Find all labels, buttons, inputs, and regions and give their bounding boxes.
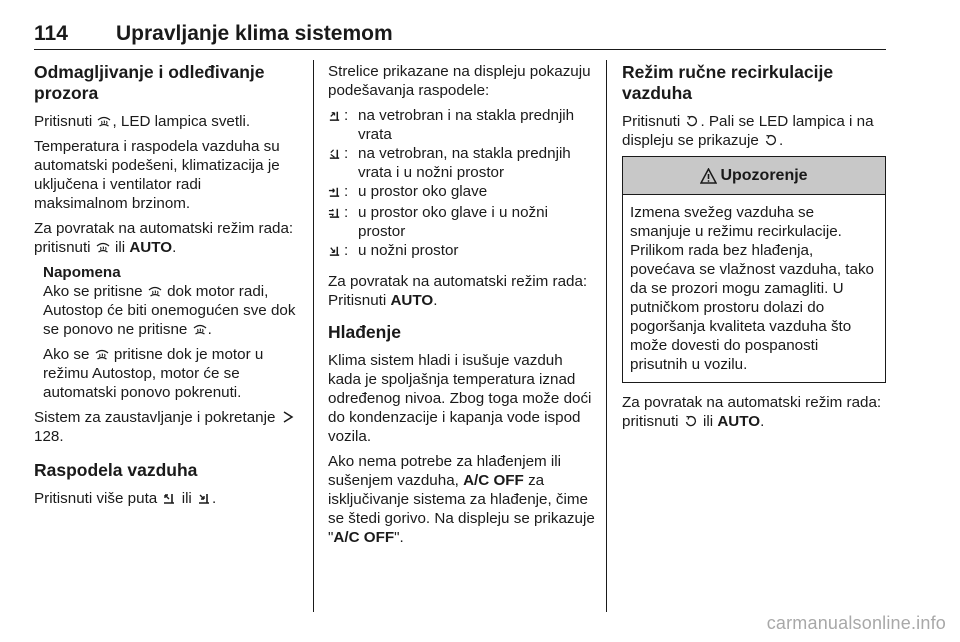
heading-defog: Odmagljivanje i odleđivanje prozora — [34, 62, 265, 103]
distribution-down-icon — [197, 491, 211, 505]
paragraph-defog-auto: Temperatura i raspodela vazduha su automatski podešeni, klimatizacija je uključena i ventilator radi maksimalnom brzinom. — [34, 138, 280, 212]
header-rule — [34, 49, 886, 50]
paragraph-stop-start-ref: Sistem za zaustavljanje i pokretanje 128. — [34, 408, 296, 446]
recirculation-icon — [764, 133, 778, 147]
distribution-head-icon — [328, 182, 344, 203]
paragraph-recirc-press: Pritisnuti . Pali se LED lampica i na displeju se prikazuje . — [622, 113, 874, 149]
paragraph-recirc-return: Za povratak na automatski režim rada: pritisnuti ili AUTO. — [622, 394, 882, 430]
column-3 — [622, 62, 886, 437]
column-2 — [328, 62, 596, 553]
windshield-defrost-icon — [97, 114, 111, 128]
distribution-list — [328, 106, 596, 262]
heading-cooling: Hlađenje — [328, 322, 401, 342]
windshield-defrost-icon — [95, 347, 109, 361]
paragraph-distribution-press: Pritisnuti više puta ili . — [34, 490, 217, 507]
column-divider-2 — [606, 60, 607, 612]
distribution-windscreen-foot-icon — [328, 144, 344, 182]
distribution-foot-icon — [328, 241, 344, 262]
heading-distribution: Raspodela vazduha — [34, 460, 198, 480]
list-item: : u prostor oko glave i u nožni prostor — [328, 203, 596, 241]
page-header — [34, 18, 886, 52]
warning-title: Upozorenje — [720, 167, 808, 184]
note-paragraph-2: Ako se pritisne dok je motor u režimu Autostop, motor će se automatski ponovo pokrenuti. — [43, 346, 264, 401]
list-item: : na vetrobran i na stakla prednjih vrata — [328, 106, 596, 144]
column-divider-1 — [313, 60, 314, 612]
page-number: 114 — [34, 22, 68, 45]
warning-triangle-icon — [700, 168, 717, 184]
list-item: : u prostor oko glave — [328, 182, 596, 203]
paragraph-defog-press: Pritisnuti , LED lampica svetli. — [34, 113, 251, 130]
distribution-head-foot-icon — [328, 203, 344, 241]
list-item: : na vetrobran, na stakla prednjih vrata i u nožni prostor — [328, 144, 596, 182]
paragraph-distribution-intro: Strelice prikazane na displeju pokazuju podešavanja raspodele: — [328, 63, 591, 99]
watermark: carmanualsonline.info — [766, 613, 946, 633]
page-reference-icon[interactable] — [281, 410, 295, 424]
recirculation-icon — [685, 114, 699, 128]
paragraph-cooling-1: Klima sistem hladi i isušuje vazduh kada je spoljašnja temperatura iznad određenog nivoa. Zbog toga može doći do kondenzacije i kapanja vode ispod vozila. — [328, 352, 592, 445]
column-1 — [34, 62, 296, 514]
distribution-windscreen-icon — [328, 106, 344, 144]
windshield-defrost-icon — [96, 240, 110, 254]
recirculation-icon — [684, 414, 698, 428]
list-item: : u nožni prostor — [328, 241, 596, 262]
warning-header — [623, 157, 885, 195]
distribution-up-icon — [162, 491, 176, 505]
page-title: Upravljanje klima sistemom — [116, 22, 393, 45]
windshield-defrost-icon — [193, 322, 207, 336]
warning-text: Izmena svežeg vazduha se smanjuje u režimu recirkulacije. Prilikom rada bez hlađenja, povećava se vlažnost vazduha, tako da se prozori mogu zamagliti. U putničkom prostoru dolazi do pogoršanja kvaliteta vazduha što može dovesti do pospanosti prisutnih u vozilu. — [630, 204, 874, 373]
note-block — [34, 263, 296, 402]
note-label: Napomena — [43, 264, 121, 281]
paragraph-distribution-return: Za povratak na automatski režim rada: Pritisnuti AUTO. — [328, 273, 588, 309]
windshield-defrost-icon — [148, 284, 162, 298]
warning-box — [622, 156, 886, 383]
note-paragraph-1: Ako se pritisne dok motor radi, Autostop će biti onemogućen sve dok se ponovo ne pritisne . — [43, 283, 296, 338]
heading-recirculation: Režim ručne recirkulacije vazduha — [622, 62, 834, 103]
paragraph-cooling-2: Ako nema potrebe za hlađenjem ili sušenjem vazduha, A/C OFF za isključivanje sistema za hlađenje, čime se štedi gorivo. Na displeju se prikazuje "A/C OFF". — [328, 453, 595, 546]
paragraph-defog-return: Za povratak na automatski režim rada: pritisnuti ili AUTO. — [34, 220, 294, 256]
